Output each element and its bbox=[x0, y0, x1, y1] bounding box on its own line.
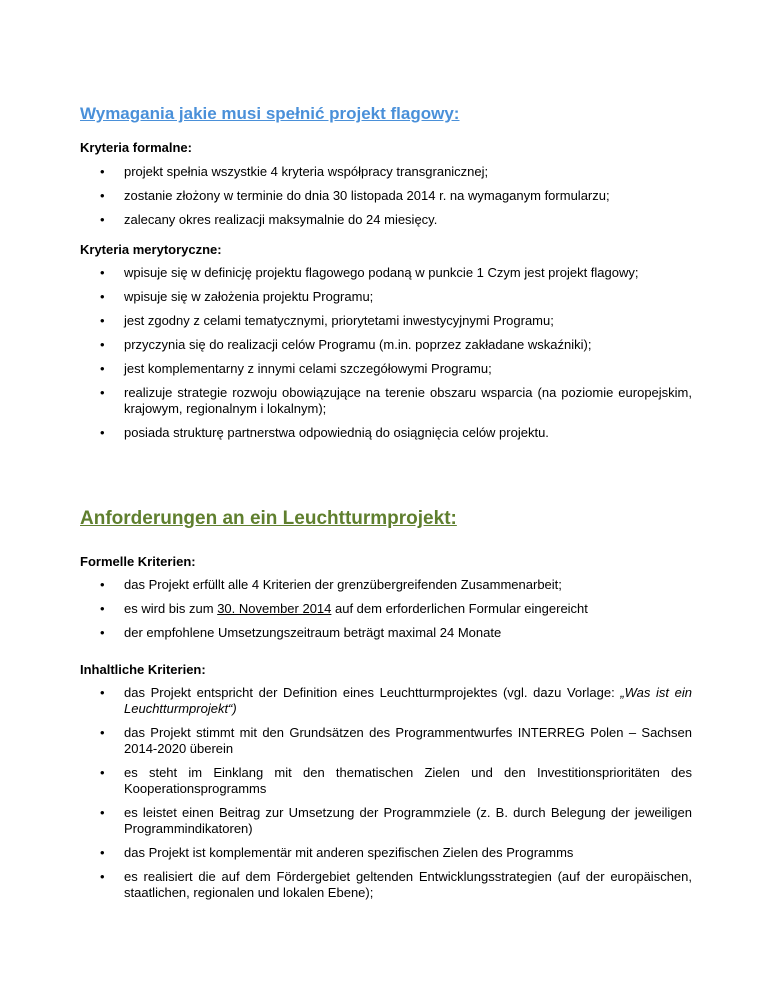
list-item: • das Projekt erfüllt alle 4 Kriterien der grenzübergreifenden Zusammenarbeit; bbox=[100, 577, 562, 592]
list-item: • das Projekt entspricht der Definition eines Leuchtturmprojektes (vgl. dazu Vorlage: „Was ist ein Leuchtturmprojekt“) bbox=[100, 685, 692, 716]
list-item: • zostanie złożony w terminie do dnia 30 listopada 2014 r. na wymaganym formularzu; bbox=[100, 188, 610, 203]
merit-criteria-title-pl: Kryteria merytoryczne: bbox=[80, 242, 222, 257]
heading-polish: Wymagania jakie musi spełnić projekt flagowy: bbox=[80, 104, 460, 123]
list-item: • posiada strukturę partnerstwa odpowiednią do osiągnięcia celów projektu. bbox=[100, 425, 549, 440]
list-item: • przyczynia się do realizacji celów Programu (m.in. poprzez zakładane wskaźniki); bbox=[100, 337, 592, 352]
list-item: • es steht im Einklang mit den thematischen Zielen und den Investitionsprioritäten des Kooperationsprogramms bbox=[100, 765, 692, 796]
list-item: • es leistet einen Beitrag zur Umsetzung der Programmziele (z. B. durch Belegung der jeweiligen Programmindikatoren) bbox=[100, 805, 692, 836]
content-criteria-title-de: Inhaltliche Kriterien: bbox=[80, 662, 206, 677]
formal-criteria-list-pl bbox=[0, 164, 768, 236]
list-item: • wpisuje się w definicję projektu flagowego podaną w punkcie 1 Czym jest projekt flagowy; bbox=[100, 265, 639, 280]
list-item: • realizuje strategie rozwoju obowiązujące na terenie obszaru wsparcia (na poziomie europejskim, krajowym, regionalnym i lokalnym); bbox=[100, 385, 692, 416]
submission-date: 30. November 2014 bbox=[217, 601, 332, 616]
heading-german: Anforderungen an ein Leuchtturmprojekt: bbox=[80, 508, 457, 529]
list-item: • das Projekt ist komplementär mit anderen spezifischen Zielen des Programms bbox=[100, 845, 574, 860]
list-item: • jest zgodny z celami tematycznymi, priorytetami inwestycyjnymi Programu; bbox=[100, 313, 554, 328]
formal-criteria-title-de: Formelle Kriterien: bbox=[80, 554, 196, 569]
list-item: • es realisiert die auf dem Fördergebiet geltenden Entwicklungsstrategien (auf der europäischen, staatlichen, regionalen und lokalen Ebene); bbox=[100, 869, 692, 900]
list-item: • es wird bis zum 30. November 2014 auf dem erforderlichen Formular eingereicht bbox=[100, 601, 588, 616]
formal-criteria-list-de bbox=[0, 577, 768, 649]
list-item: • der empfohlene Umsetzungszeitraum beträgt maximal 24 Monate bbox=[100, 625, 502, 640]
merit-criteria-list-pl bbox=[0, 265, 768, 449]
formal-criteria-title-pl: Kryteria formalne: bbox=[80, 140, 192, 155]
list-item: • projekt spełnia wszystkie 4 kryteria współpracy transgranicznej; bbox=[100, 164, 489, 179]
list-item: • wpisuje się w założenia projektu Programu; bbox=[100, 289, 374, 304]
content-criteria-list-de bbox=[0, 685, 768, 909]
list-item: • zalecany okres realizacji maksymalnie do 24 miesięcy. bbox=[100, 212, 438, 227]
list-item: • das Projekt stimmt mit den Grundsätzen des Programmentwurfes INTERREG Polen – Sachsen 2014-2020 überein bbox=[100, 725, 692, 756]
list-item: • jest komplementarny z innymi celami szczegółowymi Programu; bbox=[100, 361, 492, 376]
